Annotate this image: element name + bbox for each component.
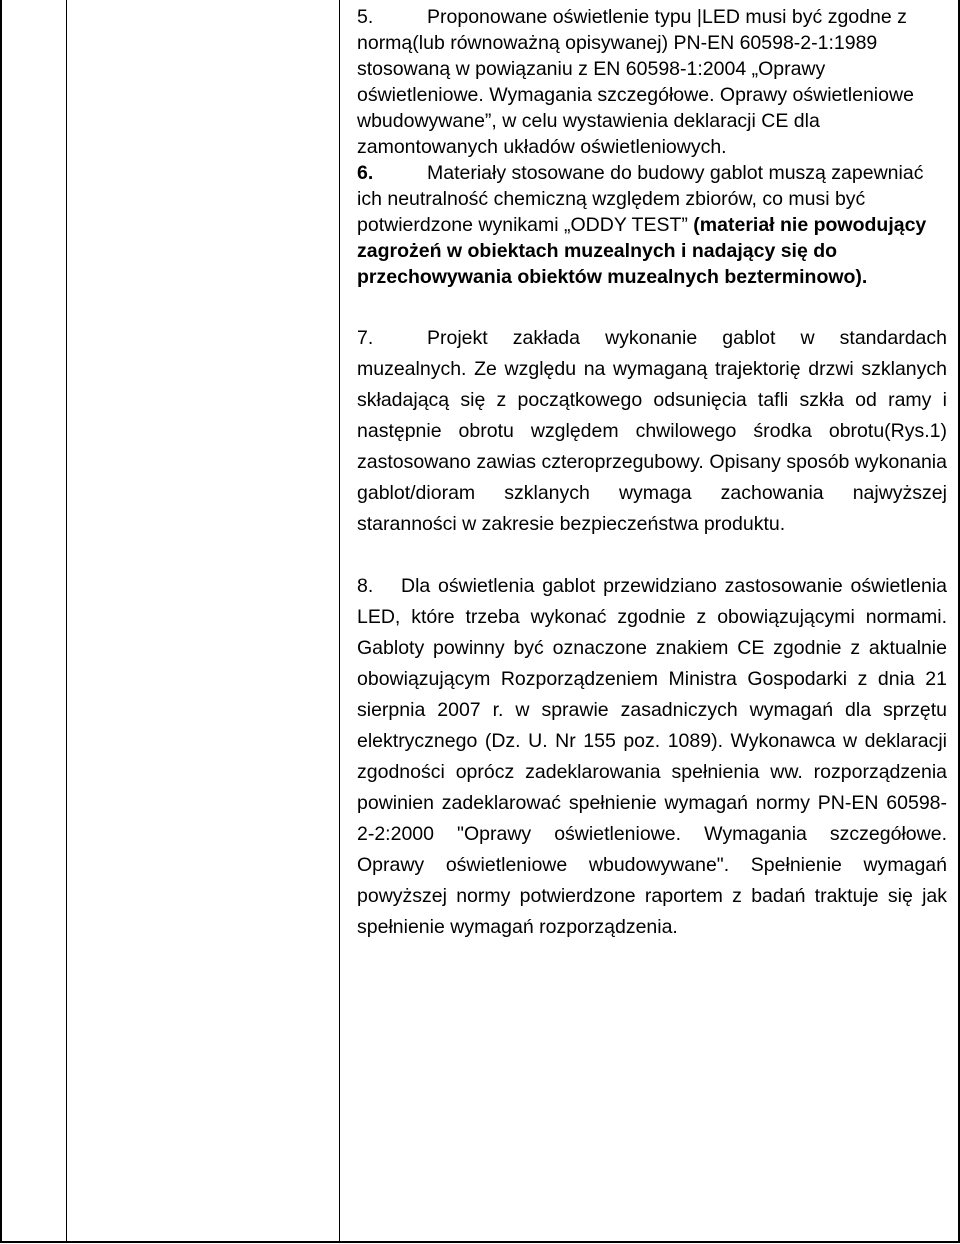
spacer <box>357 540 947 571</box>
item-7-text: Projekt zakłada wykonanie gablot w standardach muzealnych. Ze względu na wymaganą trajektorię drzwi szklanych składającą się z początkowego odsunięcia tafli szkła od ramy i następnie obrotu względem chwilowego środka obrotu(Rys.1) zastosowano zawias czteroprzegubowy. Opisany sposób wykonania gablot/dioram szklanych wymaga zachowania najwyższej staranności w zakresie bezpieczeństwa produktu. <box>357 327 947 535</box>
list-item-8 <box>357 571 947 943</box>
table-column-divider-2 <box>339 0 340 1243</box>
item-6-number: 6. <box>357 162 374 184</box>
table-left-border <box>0 0 2 1243</box>
item-6-bold-text: (materiał nie powodujący zagrożeń w obiektach muzealnych i nadający się do przechowywania obiektów muzealnych bezterminowo). <box>357 214 927 288</box>
list-item-6 <box>357 160 947 290</box>
item-5-text: Proponowane oświetlenie typu |LED musi być zgodne z normą(lub równoważną opisywanej) PN-EN 60598-2-1:1989 stosowaną w powiązaniu z EN 60598-1:2004 „Oprawy oświetleniowe. Wymagania szczegółowe. Oprawy oświetleniowe wbudowywane”, w celu wystawienia deklaracji CE dla zamontowanych układów oświetleniowych. <box>357 6 914 158</box>
list-item-7 <box>357 323 947 540</box>
list-item-5 <box>357 4 947 160</box>
item-5-number: 5. <box>357 6 374 28</box>
item-8-text: Dla oświetlenia gablot przewidziano zastosowanie oświetlenia LED, które trzeba wykonać zgodnie z obowiązującymi normami. Gabloty powinny być oznaczone znakiem CE zgodnie z aktualnie obowiązującym Rozporządzeniem Ministra Gospodarki z dnia 21 sierpnia 2007 r. w sprawie zasadniczych wymagań dla sprzętu elektrycznego (Dz. U. Nr 155 poz. 1089). Wykonawca w deklaracji zgodności oprócz zadeklarowania spełnienia ww. rozporządzenia powinien zadeklarować spełnienie wymagań normy PN-EN 60598-2-2:2000 "Oprawy oświetleniowe. Wymagania szczegółowe. Oprawy oświetleniowe wbudowywane". Spełnienie wymagań powyższej normy potwierdzone raportem z badań traktuje się jak spełnienie wymagań rozporządzenia. <box>357 575 947 938</box>
item-7-number: 7. <box>357 327 374 349</box>
document-cell-content <box>357 4 947 943</box>
table-column-divider-1 <box>66 0 67 1243</box>
item-6-text: Materiały stosowane do budowy gablot muszą zapewniać ich neutralność chemiczną względem zbiorów, co musi być potwierdzone wynikami „ODDY TEST” <box>357 162 924 236</box>
spacer <box>357 290 947 323</box>
item-8-number: 8. <box>357 575 374 597</box>
